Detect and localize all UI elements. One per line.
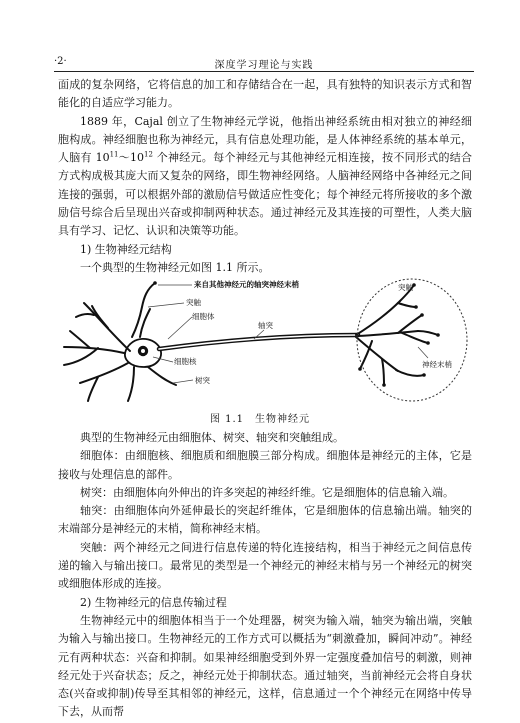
neuron-figure <box>58 273 472 406</box>
axon-shaft <box>159 335 358 349</box>
book-title: 深度学习理论与实践 <box>214 60 314 71</box>
label-synapse-right: 突触 <box>398 283 413 292</box>
dendrite-upper-left-branch <box>92 306 108 328</box>
incoming-axon <box>132 283 155 337</box>
running-header <box>54 54 474 72</box>
transmission-paragraph: 生物神经元中的细胞体相当于一个处理器，树突为输入端，轴突为输出端，突触为输入与输出接口。生物神经元的工作方式可以概括为“刺激叠加，瞬间冲动”。神经元有两种状态：兴奋和抑制。如果神经细胞受到外界一定强度叠加信号的刺激，则神经元处于兴奋状态；反之，神经元处于抑制状态。通过轴突，当前神经元会将自身状态(兴奋或抑制)传导至其相邻的神经元，这样，信息通过一个个神经元在网络中传导下去，从而帮 <box>58 613 472 719</box>
label-dendrite: 树突 <box>195 376 210 385</box>
text-block-bottom <box>58 429 472 722</box>
text-block-top <box>58 76 472 277</box>
axon-terminals <box>356 285 438 385</box>
terminal-dashed-circle <box>357 279 467 401</box>
p1889-sup-1: 11 <box>109 150 119 159</box>
dendrite-bottom <box>128 367 134 401</box>
top-paragraph: 面成的复杂网络，它将信息的加工和存储结合在一起，具有独特的知识表示方式和智能化的自适应学习能力。 <box>58 78 472 110</box>
terminal-twig-down-1 <box>382 359 384 385</box>
section1-title: 1) 生物神经元结构 <box>80 242 172 256</box>
label-nerve-ending: 神经末梢 <box>422 360 452 369</box>
dendrite-bottom-right <box>148 367 176 385</box>
p1889-part-b: ～10 <box>118 151 145 165</box>
section2-title: 2) 生物神经元的信息传输过程 <box>80 595 227 609</box>
dendrite-left-lower <box>64 348 98 365</box>
terminal-twig-down-2 <box>396 370 424 376</box>
dendrite-upper-left-twig <box>76 314 94 317</box>
composition-paragraph: 典型的生物神经元由细胞体、树突、轴突和突触组成。 <box>80 431 344 444</box>
dendrite-left-branch <box>70 331 90 348</box>
dendrite-lower-left <box>80 363 128 383</box>
terminal-twig-up-2 <box>398 303 416 307</box>
cell-body-paragraph: 细胞体：由细胞核、细胞质和细胞膜三部分构成。细胞体是神经元的主体，它是接收与处理信息的部件。 <box>58 449 472 481</box>
label-nucleus: 细胞核 <box>174 357 197 366</box>
axon-paragraph: 轴突：由细胞体向外延伸最长的突起纤维体，它是细胞体的信息输出端。轴突的末端部分是神经元的末梢，简称神经末梢。 <box>58 504 472 536</box>
header-rule <box>54 71 474 72</box>
neuron-diagram <box>58 273 472 406</box>
label-cell-body: 细胞体 <box>192 312 215 321</box>
paragraph-1889 <box>58 113 472 241</box>
p1889-part-a: 1889 年，Cajal 创立了生物神经元学说，他指出神经系统由相对独立的神经细胞构成。神经细胞也称为神经元，具有信息处理功能，是人体神经系统的基本单元，人脑有 10 <box>58 114 472 165</box>
synapse-paragraph: 突触：两个神经元之间进行信息传递的特化连接结构，相当于神经元之间信息传递的输入与输出接口。最常见的类型是一个神经元的神经末梢与另一个神经元的树突或细胞体形成的连接。 <box>58 540 472 591</box>
terminal-twig-mid-2 <box>402 333 428 343</box>
label-incoming-endings: 来自其他神经元的轴突神经末梢 <box>194 280 299 289</box>
p1889-part-c: 个神经元。每个神经元与其他神经元相连接，按不同形式的结合方式构成极其庞大而又复杂的网络，即生物神经网络。人脑神经网络中各神经元之间连接的强弱，可以根据外部的激励信号做适应性变化；每个神经元将所接收的多个激励信号综合后呈现出兴奋或抑制两种状态。通过神经元及其连接的可塑性，人类大脑具有学习、记忆、认识和决策等功能。 <box>58 151 473 238</box>
label-axon: 轴突 <box>258 321 273 330</box>
cell-nucleolus <box>141 349 145 353</box>
p1889-sup-2: 12 <box>144 150 153 159</box>
figure-intro: 一个典型的生物神经元如图 1.1 所示。 <box>80 260 270 274</box>
dendrite-paragraph: 树突：由细胞体向外伸出的许多突起的神经纤维。它是细胞体的信息输入端。 <box>80 485 454 499</box>
neuron-strokes <box>64 283 176 401</box>
figure-caption: 图 1.1 生物神经元 <box>209 414 311 425</box>
terminal-twig-end <box>418 331 438 335</box>
page-number: ·2· <box>54 56 67 67</box>
terminal-branch-up <box>356 301 400 335</box>
label-synapse-left: 突触 <box>186 298 201 307</box>
